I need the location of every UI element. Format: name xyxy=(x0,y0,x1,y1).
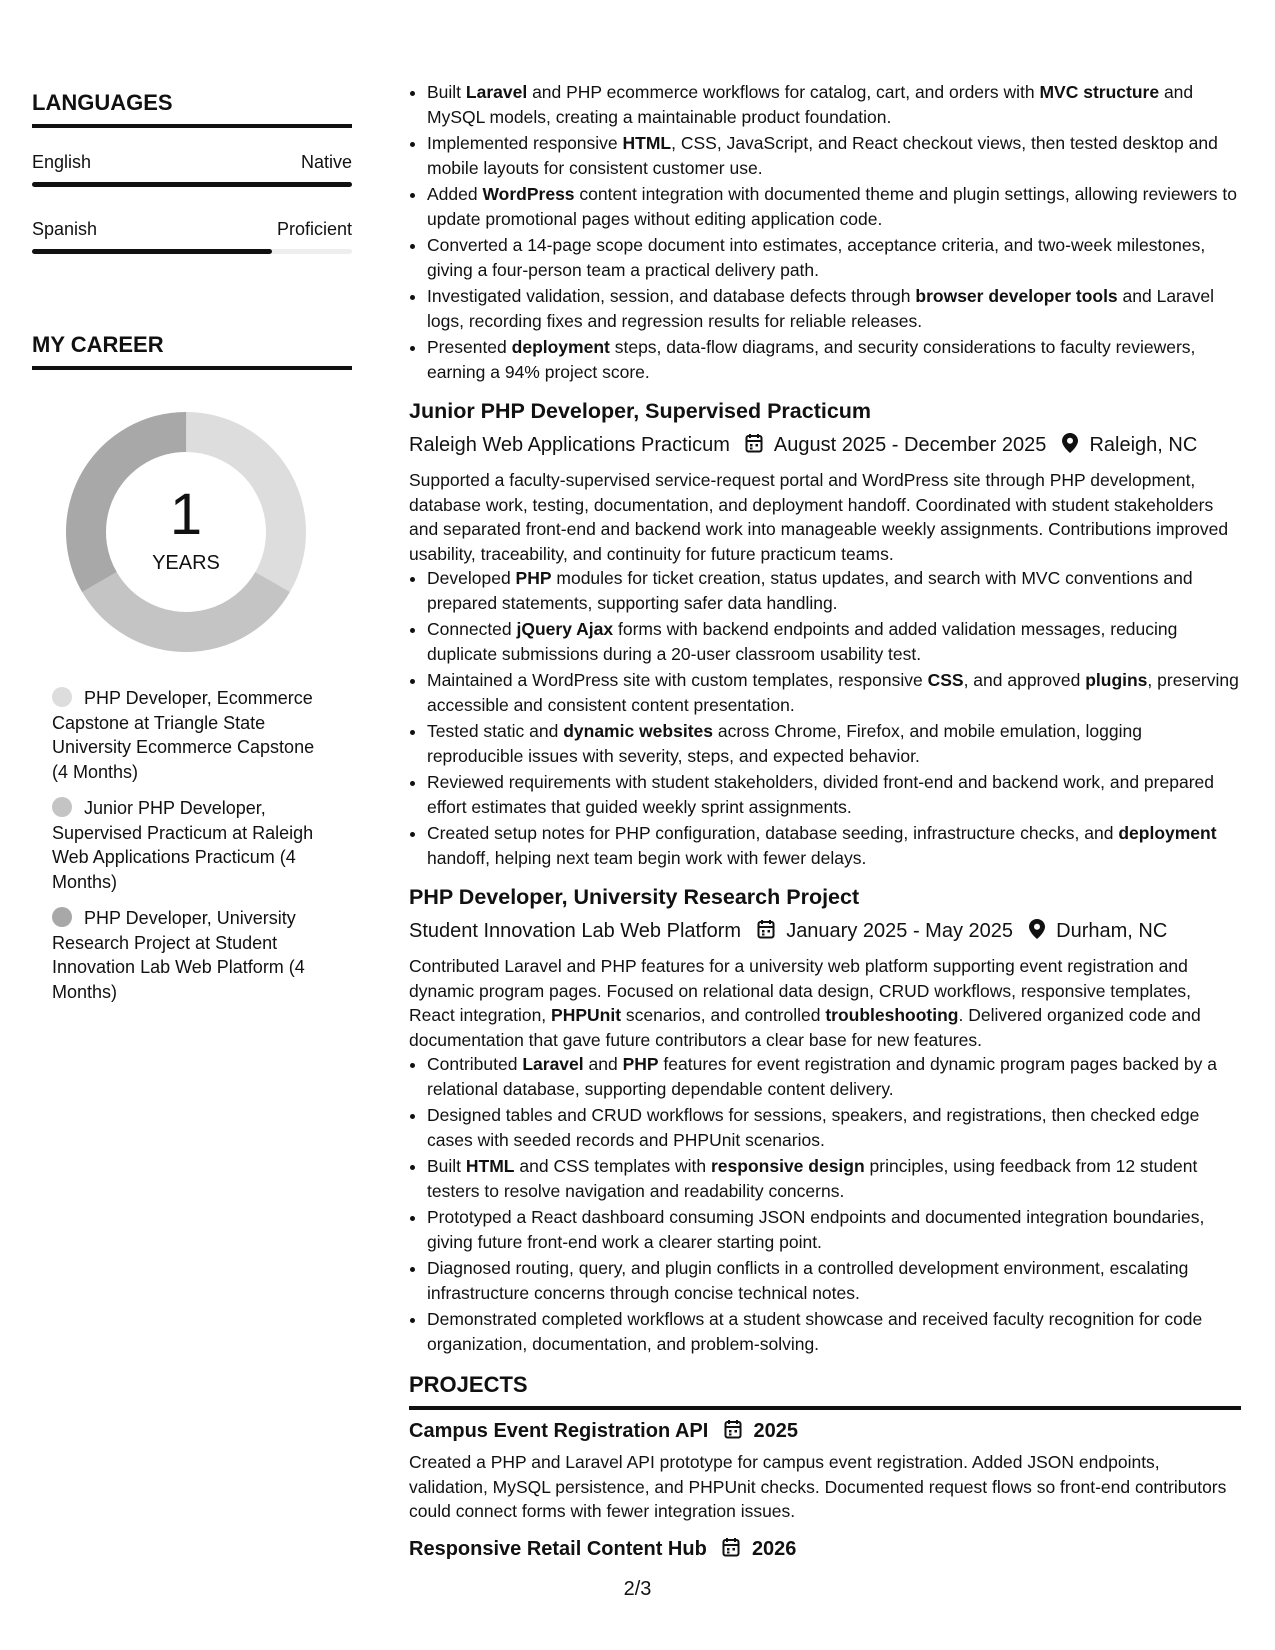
text: Built xyxy=(427,1156,466,1176)
text: and Laravel logs, recording fixes and regression results for reliable releases. xyxy=(427,286,1214,331)
text: , CSS, JavaScript, and React checkout views, then tested desktop and mobile layouts for consistent customer use. xyxy=(427,133,1218,178)
project-year: 2025 xyxy=(753,1420,798,1442)
calendar-icon xyxy=(757,918,775,948)
bullet-item xyxy=(427,233,1241,282)
text: steps, data-flow diagrams, and security considerations to faculty reviewers, earning a 94% project score. xyxy=(427,337,1196,382)
languages-section-title: LANGUAGES xyxy=(32,88,352,128)
text: Tested static and xyxy=(427,721,564,741)
text: scenarios, and controlled xyxy=(621,1005,826,1025)
legend-dot-icon xyxy=(52,687,72,707)
project-name: Responsive Retail Content Hub xyxy=(409,1537,707,1560)
career-legend xyxy=(52,686,332,1004)
sidebar xyxy=(32,88,352,1016)
career-legend-item xyxy=(52,906,332,1004)
career-total-years: 1 xyxy=(169,482,203,547)
language-bar-english xyxy=(32,182,352,187)
text: and MySQL models, creating a maintainable product foundation. xyxy=(427,82,1194,127)
career-legend-text: PHP Developer, University Research Project at Student Innovation Lab Web Platform (4 Months) xyxy=(52,908,305,1002)
bold-text: jQuery Ajax xyxy=(516,619,614,639)
bold-text: troubleshooting xyxy=(825,1005,959,1025)
bold-text: HTML xyxy=(465,1156,515,1176)
bold-text: deployment xyxy=(1118,823,1217,843)
text: features for event registration and dynamic program pages backed by a relational database, supporting dependable content delivery. xyxy=(427,1054,1217,1099)
job2-bullets xyxy=(409,566,1241,870)
bullet-item xyxy=(427,1256,1241,1305)
language-bar-spanish xyxy=(32,249,352,254)
text: Maintained a WordPress site with custom templates, responsive xyxy=(427,670,928,690)
calendar-icon xyxy=(724,1418,742,1448)
text: Converted a 14-page scope document into estimates, acceptance criteria, and two-week milestones, giving a four-person team a practical delivery path. xyxy=(427,235,1206,280)
job1-bullets xyxy=(409,80,1241,384)
language-bar-fill xyxy=(32,249,272,254)
bold-text: MVC structure xyxy=(1039,82,1160,102)
bold-text: responsive design xyxy=(711,1156,865,1176)
text: Built xyxy=(427,82,466,102)
bold-text: PHP xyxy=(515,568,552,588)
language-level: Native xyxy=(300,152,352,172)
projects-section-title: PROJECTS xyxy=(409,1370,1241,1410)
location-pin-icon xyxy=(1062,432,1078,462)
text: across Chrome, Firefox, and mobile emulation, logging reproducible issues with severity, steps, and expected behavior. xyxy=(427,721,1142,766)
bullet-item xyxy=(427,1154,1241,1203)
text: Diagnosed routing, query, and plugin conflicts in a controlled development environment, escalating infrastructure concerns through concise technical notes. xyxy=(427,1258,1189,1303)
language-name: English xyxy=(32,152,92,172)
bold-text: deployment xyxy=(511,337,610,357)
job2-dates: August 2025 - December 2025 xyxy=(773,434,1047,456)
text: Developed xyxy=(427,568,516,588)
project-description: Created a PHP and Laravel API prototype for campus event registration. Added JSON endpoints, validation, MySQL persistence, and PHPUnit checks. Documented request flows so front-end contributors could connect forms with fewer integration issues. xyxy=(409,1452,1227,1521)
text: Demonstrated completed workflows at a student showcase and received faculty recognition for code organization, documentation, and problem-solving. xyxy=(427,1309,1203,1354)
text: , and approved xyxy=(963,670,1086,690)
bold-text: plugins xyxy=(1085,670,1148,690)
bullet-item xyxy=(427,335,1241,384)
text: and xyxy=(583,1054,623,1074)
text: content integration with documented theme and plugin settings, allowing reviewers to update promotional pages without editing application code. xyxy=(427,184,1238,229)
text: Contributed Laravel and PHP features for a university web platform supporting event registration and dynamic program pages. Focused on relational data design, CRUD workflows, responsive templates, React integration, xyxy=(409,956,1192,1025)
job3-dates: January 2025 - May 2025 xyxy=(786,920,1013,942)
bullet-item xyxy=(427,566,1241,615)
language-bar-fill xyxy=(32,182,352,187)
text: Investigated validation, session, and database defects through xyxy=(427,286,916,306)
project-title xyxy=(409,1534,1241,1566)
job3-title: PHP Developer, University Research Project xyxy=(409,885,860,909)
job2-summary: Supported a faculty-supervised service-request portal and WordPress site through PHP development, database work, testing, documentation, and deployment handoff. Coordinated with student stakeholders and separated front-end and backend work into manageable weekly assignments. Contributions improved usability, traceability, and continuity for future practicum teams. xyxy=(409,470,1229,564)
legend-dot-icon xyxy=(52,907,72,927)
project-title xyxy=(409,1416,1241,1448)
main-content xyxy=(409,80,1241,1568)
bullet-item xyxy=(427,131,1241,180)
text: Created setup notes for PHP configuration, database seeding, infrastructure checks, and xyxy=(427,823,1119,843)
career-legend-item xyxy=(52,686,332,784)
bullet-item xyxy=(427,1307,1241,1356)
bullet-item xyxy=(427,617,1241,666)
text: and CSS templates with xyxy=(514,1156,711,1176)
text: Designed tables and CRUD workflows for sessions, speakers, and registrations, then checked edge cases with seeded records and PHPUnit scenarios. xyxy=(427,1105,1200,1150)
text: Connected xyxy=(427,619,517,639)
career-legend-text: Junior PHP Developer, Supervised Practicum at Raleigh Web Applications Practicum (4 Months) xyxy=(52,798,314,892)
bullet-item xyxy=(427,182,1241,231)
text: , preserving accessible and consistent content presentation. xyxy=(427,670,1239,715)
bold-text: browser developer tools xyxy=(915,286,1118,306)
job3-location: Durham, NC xyxy=(1056,920,1168,942)
language-row-spanish xyxy=(32,217,352,241)
location-pin-icon xyxy=(1029,918,1045,948)
bullet-item xyxy=(427,668,1241,717)
bullet-item xyxy=(427,719,1241,768)
career-total-unit: YEARS xyxy=(152,552,220,574)
project-year: 2026 xyxy=(751,1537,797,1560)
job2-title: Junior PHP Developer, Supervised Practicum xyxy=(409,399,872,423)
bullet-item xyxy=(427,1103,1241,1152)
bold-text: PHPUnit xyxy=(551,1005,622,1025)
text: principles, using feedback from 12 student testers to resolve navigation and readability concerns. xyxy=(427,1156,1198,1201)
page-number: 2/3 xyxy=(623,1578,652,1600)
text: . Delivered organized code and documentation that gave future contributors a clear base for new features. xyxy=(409,1005,1201,1050)
text: forms with backend endpoints and added validation messages, reducing duplicate submissions during a 20-user classroom usability test. xyxy=(427,619,1178,664)
language-name: Spanish xyxy=(32,219,98,239)
text: Contributed xyxy=(427,1054,523,1074)
bullet-item xyxy=(427,80,1241,129)
calendar-icon xyxy=(722,1536,740,1566)
job2-location: Raleigh, NC xyxy=(1089,434,1198,456)
bullet-item xyxy=(427,1052,1241,1101)
project-name: Campus Event Registration API xyxy=(409,1420,709,1442)
text: handoff, helping next team begin work with fewer delays. xyxy=(427,847,867,868)
career-legend-item xyxy=(52,796,332,894)
career-legend-text: PHP Developer, Ecommerce Capstone at Triangle State University Ecommerce Capstone (4 Months) xyxy=(52,688,315,782)
job2-meta xyxy=(409,430,1241,462)
bold-text: PHP xyxy=(622,1054,659,1074)
bullet-item xyxy=(427,821,1241,870)
career-section-title: MY CAREER xyxy=(32,330,352,370)
language-level: Proficient xyxy=(276,219,352,239)
bold-text: CSS xyxy=(927,670,964,690)
legend-dot-icon xyxy=(52,797,72,817)
job3-summary xyxy=(409,954,1241,1052)
job3-company: Student Innovation Lab Web Platform xyxy=(409,920,742,942)
bullet-item xyxy=(427,284,1241,333)
bullet-item xyxy=(427,1205,1241,1254)
text: Implemented responsive xyxy=(427,133,623,153)
bold-text: dynamic websites xyxy=(563,721,713,741)
job3-meta xyxy=(409,916,1241,948)
bold-text: Laravel xyxy=(522,1054,584,1074)
calendar-icon xyxy=(745,432,763,462)
text: modules for ticket creation, status updates, and search with MVC conventions and prepared statements, supporting safer data handling. xyxy=(427,568,1193,613)
bullet-item xyxy=(427,770,1241,819)
text: Reviewed requirements with student stakeholders, divided front-end and backend work, and prepared effort estimates that guided weekly sprint assignments. xyxy=(427,772,1214,817)
career-donut-chart xyxy=(66,412,306,652)
bold-text: WordPress xyxy=(482,184,575,204)
text: Prototyped a React dashboard consuming JSON endpoints and documented integration boundaries, giving future front-end work a clearer starting point. xyxy=(427,1207,1205,1252)
bold-text: Laravel xyxy=(465,82,528,102)
bold-text: HTML xyxy=(622,133,672,153)
job3-bullets xyxy=(409,1052,1241,1356)
text: Added xyxy=(427,184,483,204)
language-row-english xyxy=(32,150,352,174)
job2-company: Raleigh Web Applications Practicum xyxy=(409,434,730,456)
text: and PHP ecommerce workflows for catalog, cart, and orders with xyxy=(527,82,1040,102)
text: Presented xyxy=(427,337,512,357)
